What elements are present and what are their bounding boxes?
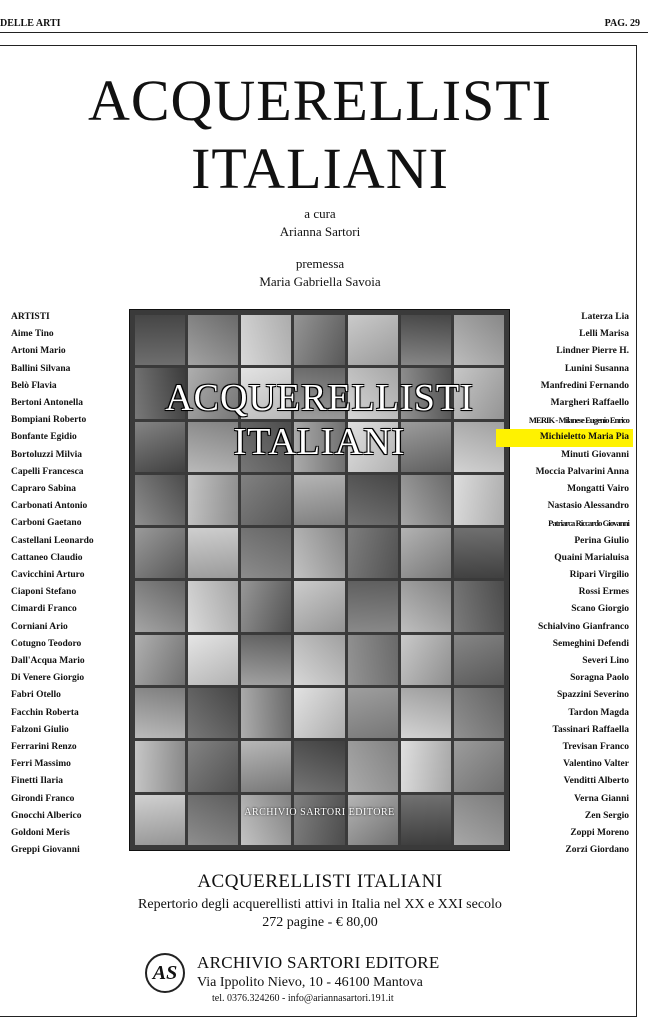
artwork-tile (348, 315, 398, 365)
page-header (0, 0, 648, 33)
artists-list-left (11, 309, 94, 860)
artwork-tile (294, 688, 344, 738)
artwork-tile (294, 741, 344, 791)
artist-name: Ripari Virgilio (569, 570, 629, 581)
artist-name: Moccia Palvarini Anna (535, 466, 629, 477)
artwork-tile (188, 688, 238, 738)
artist-name: Bortoluzzi Milvia (11, 449, 82, 460)
artist-name: Verna Gianni (574, 793, 629, 804)
artist-name: Tassinari Raffaella (552, 724, 629, 735)
artist-name: Zorzi Giordano (565, 845, 629, 856)
artist-name: MERIK - Milanese Eugenio Enrico (528, 415, 629, 426)
artwork-tile (294, 635, 344, 685)
artwork-tile (401, 688, 451, 738)
artwork-tile (454, 688, 504, 738)
main-title-line2: ITALIANI (191, 136, 449, 201)
artist-name: Ferrarini Renzo (11, 742, 77, 753)
artist-name: Finetti Ilaria (11, 776, 63, 787)
artist-name: Castellani Leonardo (11, 535, 94, 546)
artist-name: Zen Sergio (584, 810, 629, 821)
artist-name: Spazzini Severino (556, 690, 629, 701)
artwork-tile (401, 795, 451, 845)
artist-name: Venditti Alberto (563, 776, 629, 787)
artwork-tile (348, 528, 398, 578)
artist-name: Fabri Otello (11, 690, 61, 701)
artist-name: Aime Tino (11, 329, 54, 340)
artist-name: Valentino Valter (563, 759, 629, 770)
artwork-tile (348, 688, 398, 738)
artist-name: Bertoni Antonella (11, 398, 84, 409)
artist-name: Di Venere Giorgio (11, 673, 85, 684)
artwork-tile (454, 475, 504, 525)
artist-name: Gnocchi Alberico (11, 810, 82, 821)
artwork-tile (348, 741, 398, 791)
artwork-tile (241, 795, 291, 845)
artist-name: Bonfante Egidio (11, 432, 77, 443)
artist-name: Tardon Magda (568, 707, 629, 718)
artwork-tile (348, 475, 398, 525)
artist-name: Lelli Marisa (579, 329, 629, 340)
artwork-tile (135, 315, 185, 365)
artwork-tile (241, 581, 291, 631)
preface-label: premessa (295, 256, 345, 271)
artist-name: Ferri Massimo (11, 759, 71, 770)
artist-name: Goldoni Meris (11, 828, 70, 839)
book-title: ACQUERELLISTI ITALIANI (197, 871, 443, 892)
artist-name: Ciaponi Stefano (11, 587, 77, 598)
artist-name: Lunini Susanna (564, 363, 629, 374)
artwork-tile (348, 635, 398, 685)
artist-name: Manfredini Fernando (540, 380, 629, 391)
artist-name: Cattaneo Claudio (11, 552, 83, 563)
curator-name: Arianna Sartori (279, 224, 361, 239)
artist-name: Semeghini Defendi (552, 638, 629, 649)
artwork-tile (241, 315, 291, 365)
artwork-tile (188, 635, 238, 685)
artist-name: Carboni Gaetano (11, 518, 82, 529)
artwork-tile (454, 635, 504, 685)
artist-name: Michieletto Maria Pia (496, 429, 633, 446)
artist-name: Lindner Pierre H. (556, 346, 629, 357)
artist-name: Falzoni Giulio (11, 724, 69, 735)
artist-name: Girondi Franco (11, 793, 75, 804)
artist-name: Carbonati Antonio (11, 501, 88, 512)
artwork-tile (454, 581, 504, 631)
artist-name: Capraro Sabina (11, 484, 77, 495)
artwork-tile (241, 528, 291, 578)
artist-name: Dall'Acqua Mario (11, 656, 85, 667)
artists-heading: ARTISTI (11, 312, 50, 322)
artist-name: Schialvino Gianfranco (537, 621, 629, 632)
artist-name: Mongatti Vairo (567, 484, 629, 495)
artwork-tile (188, 741, 238, 791)
artwork-tile (241, 741, 291, 791)
cover-publisher: ARCHIVIO SARTORI EDITORE (244, 807, 395, 818)
curated-label: a cura (304, 206, 336, 221)
artist-name: Cotugno Teodoro (11, 638, 82, 649)
page-number: PAG. 29 (604, 18, 640, 29)
artwork-tile (135, 528, 185, 578)
artist-name: Nastasio Alessandro (547, 501, 629, 512)
artwork-tile (294, 528, 344, 578)
artist-name: Cavicchini Arturo (11, 570, 85, 581)
artwork-tile (188, 475, 238, 525)
artwork-tile (401, 741, 451, 791)
artists-list-right (500, 309, 629, 860)
artwork-tile (454, 528, 504, 578)
artist-name: Scano Giorgio (571, 604, 629, 615)
section-name: DELLE ARTI (0, 18, 61, 29)
artist-name: Soragna Paolo (570, 673, 629, 684)
artwork-tile (294, 581, 344, 631)
artist-name: Zoppi Moreno (570, 828, 629, 839)
artwork-tile (401, 315, 451, 365)
artwork-tile (294, 475, 344, 525)
artist-name: Capelli Francesca (11, 466, 84, 477)
publisher-contact: tel. 0376.324260 - info@ariannasartori.191.it (212, 993, 394, 1004)
artist-name: Ballini Silvana (11, 363, 71, 374)
cover-title-line2: ITALIANI (233, 421, 406, 463)
artwork-tile (401, 475, 451, 525)
artist-name: Trevisan Franco (562, 742, 629, 753)
publisher-name: ARCHIVIO SARTORI EDITORE (197, 953, 440, 972)
artwork-tile (135, 795, 185, 845)
artwork-tile (401, 528, 451, 578)
artwork-tile (401, 635, 451, 685)
artwork-tile (135, 475, 185, 525)
artwork-tile (135, 581, 185, 631)
artist-name: Perina Giulio (574, 535, 629, 546)
cover-title-line1: ACQUERELLISTI (165, 377, 474, 419)
artwork-tile (454, 315, 504, 365)
book-cover (129, 309, 510, 851)
artwork-tile (188, 528, 238, 578)
artwork-tile (454, 741, 504, 791)
book-subtitle: Repertorio degli acquerellisti attivi in Italia nel XX e XXI secolo (138, 897, 502, 912)
artist-name: Facchin Roberta (11, 707, 79, 718)
artist-name: Minuti Giovanni (561, 449, 629, 460)
artwork-tile (241, 475, 291, 525)
artist-name: Rossi Ermes (578, 587, 629, 598)
artist-name: Greppi Giovanni (11, 845, 80, 856)
artwork-tile (135, 741, 185, 791)
artist-name: Patriarca Riccardo Giovanni (548, 518, 629, 529)
book-price: 272 pagine - € 80,00 (262, 915, 378, 930)
artwork-tile (348, 581, 398, 631)
artist-name: Laterza Lia (581, 312, 629, 322)
artwork-tile (401, 581, 451, 631)
preface-author: Maria Gabriella Savoia (259, 274, 381, 289)
artwork-tile (294, 795, 344, 845)
artwork-tile (188, 315, 238, 365)
artist-name: Belò Flavia (11, 380, 57, 391)
artwork-tile (294, 315, 344, 365)
artist-name: Severi Lino (582, 656, 629, 667)
artist-name: Margheri Raffaello (550, 398, 629, 409)
artwork-tile (188, 581, 238, 631)
artist-name: Corniani Ario (11, 621, 68, 632)
artist-name: Cimardi Franco (11, 604, 77, 615)
artist-name: Quaini Marialuisa (554, 552, 629, 563)
artwork-tile (454, 795, 504, 845)
publisher-address: Via Ippolito Nievo, 10 - 46100 Mantova (197, 975, 423, 990)
artwork-tile (188, 795, 238, 845)
artwork-tile (135, 635, 185, 685)
artist-name: Artoni Mario (11, 346, 66, 357)
artist-name: Bompiani Roberto (11, 415, 87, 426)
publisher-logo: AS (145, 953, 185, 993)
main-title-line1: ACQUERELLISTI (87, 68, 553, 133)
artwork-tile (241, 635, 291, 685)
artwork-tile (348, 795, 398, 845)
artwork-tile (135, 688, 185, 738)
artwork-tile (241, 688, 291, 738)
